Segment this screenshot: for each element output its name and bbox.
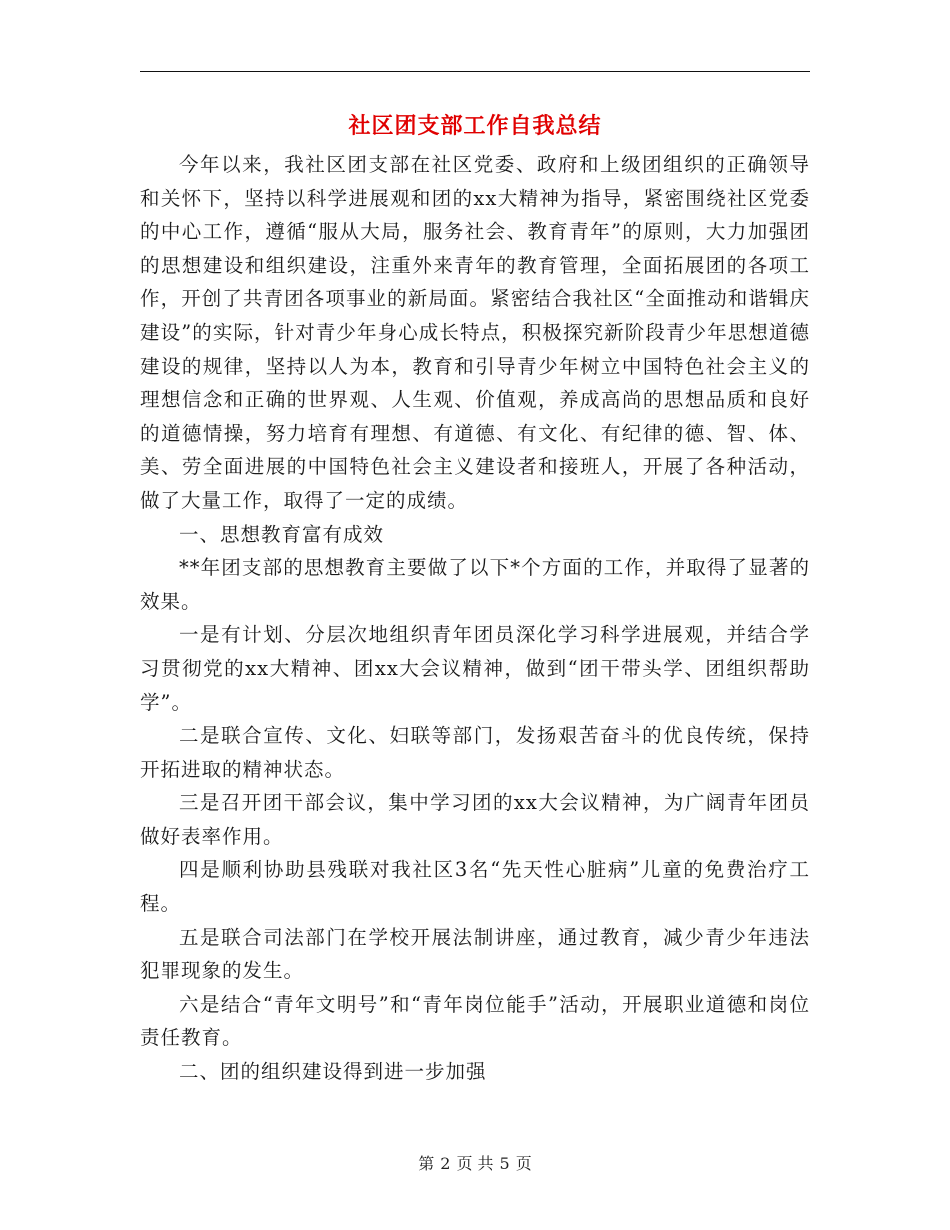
page-footer bbox=[140, 1152, 810, 1176]
page-label-suffix: 页 bbox=[515, 1154, 532, 1173]
list-item-3: 三是召开团干部会议，集中学习团的xx大会议精神，为广阔青年团员做好表率作用。 bbox=[140, 791, 810, 848]
list-item-6: 六是结合“青年文明号”和“青年岗位能手”活动，开展职业道德和岗位责任教育。 bbox=[140, 992, 810, 1050]
section-heading-1: 一、思想教育富有成效 bbox=[179, 522, 385, 546]
document-title: 社区团支部工作自我总结 bbox=[348, 113, 602, 139]
list-item-2: 二是联合宣传、文化、妇联等部门，发扬艰苦奋斗的优良传统，保持开拓进取的精神状态。 bbox=[140, 724, 810, 781]
page-label-mid: 页 共 bbox=[456, 1154, 494, 1173]
page-current: 2 bbox=[440, 1154, 451, 1173]
page-label-prefix: 第 bbox=[418, 1154, 435, 1173]
page-total: 5 bbox=[499, 1154, 510, 1173]
document-body bbox=[140, 148, 810, 1089]
list-item-5: 五是联合司法部门在学校开展法制讲座，通过教育，减少青少年违法犯罪现象的发生。 bbox=[140, 925, 810, 983]
section-heading-2: 二、团的组织建设得到进一步加强 bbox=[179, 1060, 487, 1084]
header-rule bbox=[140, 71, 810, 72]
paragraph-intro: 今年以来，我社区团支部在社区党委、政府和上级团组织的正确领导和关怀下，坚持以科学进展观和团的xx大精神为指导，紧密围绕社区党委的中心工作，遵循“服从大局，服务社会、教育青年”的原则，大力加强团的思想建设和组织建设，注重外来青年的教育管理，全面拓展团的各项工作，开创了共青团各项事业的新局面。紧密结合我社区“全面推动和谐辑庆建设”的实际，针对青少年身心成长特点，积极探究新阶段青少年思想道德建设的规律，坚持以人为本，教育和引导青少年树立中国特色社会主义的理想信念和正确的世界观、人生观、价值观，养成高尚的思想品质和良好的道德情操，努力培育有理想、有道德、有文化、有纪律的德、智、体、美、劳全面进展的中国特色社会主义建设者和接班人，开展了各种活动，做了大量工作，取得了一定的成绩。 bbox=[140, 153, 810, 512]
paragraph-summary: **年团支部的思想教育主要做了以下*个方面的工作，并取得了显著的效果。 bbox=[140, 556, 810, 613]
list-item-1: 一是有计划、分层次地组织青年团员深化学习科学进展观，并结合学习贯彻党的xx大精神、团xx大会议精神，做到“团干带头学、团组织帮助学”。 bbox=[140, 623, 810, 714]
list-item-4: 四是顺利协助县残联对我社区3名“先天性心脏病”儿童的免费治疗工程。 bbox=[140, 858, 810, 916]
